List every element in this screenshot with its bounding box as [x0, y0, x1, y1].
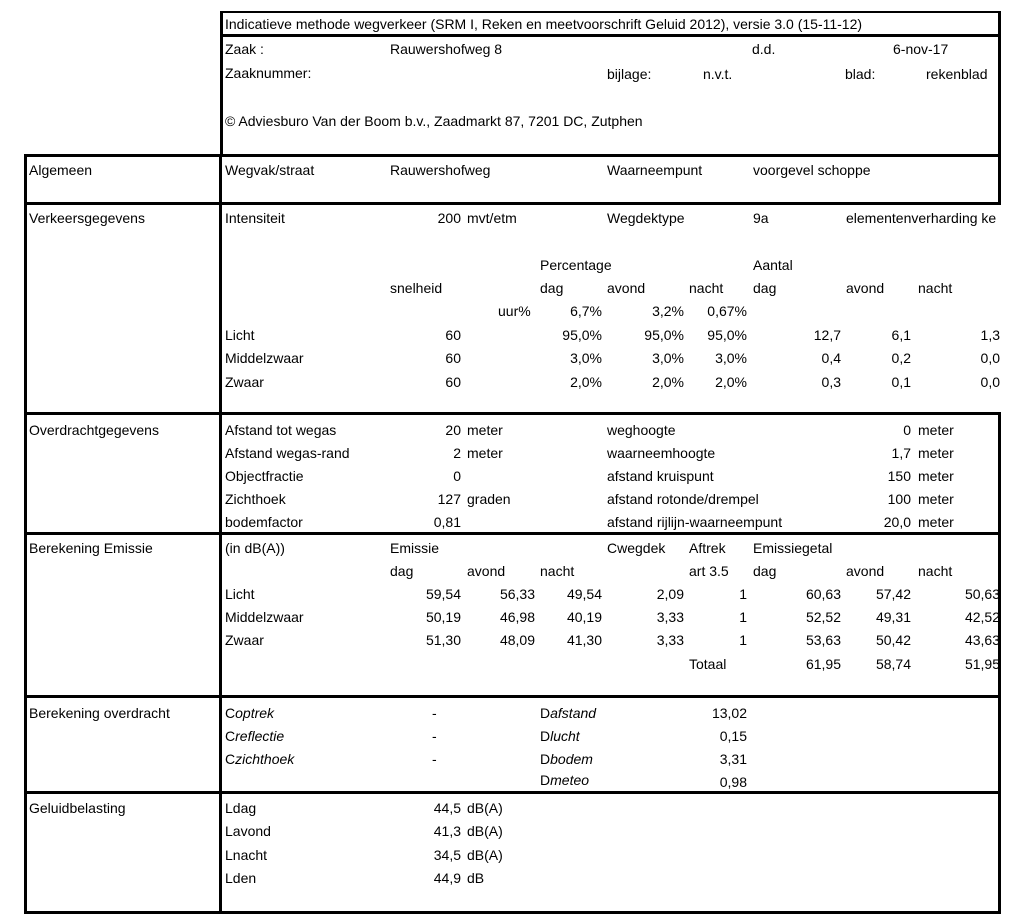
wegdektype-code: 9a — [753, 210, 769, 226]
wegdektype-description: elementenverharding ke — [846, 210, 997, 226]
emissie-unit-label: (in dB(A)) — [225, 540, 285, 556]
vehicle-category: Middelzwaar — [225, 350, 304, 366]
aantal-dag: 12,7 — [813, 327, 841, 343]
intensiteit-unit: mvt/etm — [467, 210, 517, 226]
waarneempunt-value: voorgevel schoppe — [753, 162, 871, 178]
percentage-dag-header: dag — [540, 280, 564, 296]
vehicle-category: Licht — [225, 586, 255, 602]
overdracht-value-2: 100 — [887, 491, 911, 507]
percentage-nacht-header: nacht — [689, 280, 724, 296]
section-berekening-overdracht: Berekening overdracht — [29, 705, 170, 721]
dd-value: 6-nov-17 — [893, 41, 949, 57]
geluid-unit: dB(A) — [467, 800, 503, 816]
d-prefix: D — [540, 751, 551, 767]
percentage-nacht: 3,0% — [715, 350, 747, 366]
d-subscript: afstand — [550, 705, 597, 721]
cwegdek-header: Cwegdek — [607, 540, 666, 556]
blad-value: rekenblad — [926, 66, 988, 82]
emissie-avond-header: avond — [467, 563, 506, 579]
overdracht-label-2: afstand kruispunt — [607, 468, 714, 484]
uur-percentage-avond: 3,2% — [652, 303, 684, 319]
copyright-text: © Adviesburo Van der Boom b.v., Zaadmarkt 87, 7201 DC, Zutphen — [225, 113, 643, 129]
percentage-dag: 95,0% — [562, 327, 602, 343]
geluid-label: Lavond — [225, 823, 271, 839]
emissie-header: Emissie — [390, 540, 440, 556]
percentage-nacht: 95,0% — [707, 327, 747, 343]
c-term-label — [225, 751, 294, 767]
overdracht-unit: meter — [467, 422, 503, 438]
percentage-nacht: 2,0% — [715, 374, 747, 390]
emissie-dag: 59,54 — [425, 586, 461, 602]
overdracht-unit: graden — [467, 491, 511, 507]
emissiegetal-nacht: 42,52 — [964, 609, 1000, 625]
percentage-header: Percentage — [540, 257, 612, 273]
overdracht-label: Afstand tot wegas — [225, 422, 337, 438]
c-subscript: optrek — [235, 705, 275, 721]
d-subscript: lucht — [550, 728, 580, 744]
snelheid-value: 60 — [445, 350, 461, 366]
overdracht-unit-2: meter — [918, 491, 954, 507]
geluid-value: 44,5 — [433, 800, 461, 816]
d-term-label — [540, 772, 589, 788]
emissie-dag: 50,19 — [425, 609, 461, 625]
aftrek-value: 1 — [739, 609, 747, 625]
emissie-dag-header: dag — [390, 563, 414, 579]
overdracht-label-2: waarneemhoogte — [607, 445, 716, 461]
emissie-nacht-header: nacht — [540, 563, 575, 579]
emissie-avond: 46,98 — [499, 609, 535, 625]
overdracht-label-2: afstand rijlijn-waarneempunt — [607, 514, 783, 530]
aftrek-value: 1 — [739, 586, 747, 602]
report-title: Indicatieve methode wegverkeer (SRM I, Reken en meetvoorschrift Geluid 2012), versie 3.0 (15-11-12) — [225, 16, 863, 32]
d-prefix: D — [540, 705, 551, 721]
emissiegetal-nacht: 43,63 — [964, 632, 1000, 648]
aantal-dag-header: dag — [753, 280, 777, 296]
uur-percentage-nacht: 0,67% — [707, 303, 747, 319]
geluid-value: 34,5 — [433, 847, 461, 863]
emissiegetal-avond-header: avond — [846, 563, 885, 579]
overdracht-value: 2 — [453, 445, 461, 461]
overdracht-value: 20 — [445, 422, 461, 438]
aantal-avond: 0,1 — [891, 374, 911, 390]
d-term-value: 0,98 — [719, 774, 747, 790]
emissiegetal-header: Emissiegetal — [753, 540, 833, 556]
overdracht-value-2: 150 — [887, 468, 911, 484]
cwegdek-value: 3,33 — [656, 609, 684, 625]
overdracht-label-2: afstand rotonde/drempel — [607, 491, 759, 507]
overdracht-value-2: 0 — [903, 422, 911, 438]
emissie-avond: 56,33 — [499, 586, 535, 602]
emissie-nacht: 41,30 — [566, 632, 602, 648]
totaal-label: Totaal — [689, 656, 727, 672]
emissiegetal-dag-header: dag — [753, 563, 777, 579]
aantal-nacht: 1,3 — [980, 327, 1000, 343]
emissie-avond: 48,09 — [499, 632, 535, 648]
section-verkeersgegevens: Verkeersgegevens — [29, 210, 145, 226]
overdracht-value-2: 1,7 — [891, 445, 911, 461]
emissie-dag: 51,30 — [425, 632, 461, 648]
intensiteit-value: 200 — [437, 210, 461, 226]
geluid-label: Ldag — [225, 800, 257, 816]
percentage-avond: 95,0% — [644, 327, 684, 343]
uur-percentage-label: uur% — [498, 303, 531, 319]
percentage-avond: 3,0% — [652, 350, 684, 366]
c-term-value: - — [432, 728, 437, 744]
overdracht-label: Zichthoek — [225, 491, 286, 507]
aantal-nacht-header: nacht — [918, 280, 953, 296]
d-subscript: bodem — [550, 751, 593, 767]
geluid-value: 44,9 — [433, 870, 461, 886]
wegvak-label: Wegvak/straat — [225, 162, 315, 178]
aantal-dag: 0,3 — [821, 374, 841, 390]
overdracht-label: bodemfactor — [225, 514, 303, 530]
d-term-label — [540, 728, 580, 744]
emissiegetal-nacht-header: nacht — [918, 563, 953, 579]
zaaknummer-label: Zaaknummer: — [225, 65, 312, 81]
c-prefix: C — [225, 728, 236, 744]
d-term-value: 0,15 — [719, 728, 747, 744]
geluid-label: Lden — [225, 870, 257, 886]
snelheid-value: 60 — [445, 327, 461, 343]
overdracht-unit: meter — [467, 445, 503, 461]
overdracht-unit-2: meter — [918, 468, 954, 484]
c-prefix: C — [225, 705, 236, 721]
aftrek-value: 1 — [739, 632, 747, 648]
emissiegetal-dag: 60,63 — [805, 586, 841, 602]
d-term-value: 13,02 — [711, 705, 747, 721]
aantal-avond: 0,2 — [891, 350, 911, 366]
overdracht-value: 127 — [437, 491, 461, 507]
snelheid-header: snelheid — [390, 280, 443, 296]
vehicle-category: Licht — [225, 327, 255, 343]
waarneempunt-label: Waarneempunt — [607, 162, 703, 178]
emissiegetal-avond: 57,42 — [875, 586, 911, 602]
d-term-label — [540, 705, 596, 721]
aantal-avond-header: avond — [846, 280, 885, 296]
c-subscript: reflectie — [235, 728, 285, 744]
geluid-label: Lnacht — [225, 847, 268, 863]
aantal-nacht: 0,0 — [980, 374, 1000, 390]
aantal-nacht: 0,0 — [980, 350, 1000, 366]
geluid-unit: dB(A) — [467, 847, 503, 863]
bijlage-value: n.v.t. — [703, 66, 733, 82]
c-prefix: C — [225, 751, 236, 767]
aantal-dag: 0,4 — [821, 350, 841, 366]
c-term-label — [225, 705, 274, 721]
geluid-unit: dB(A) — [467, 823, 503, 839]
d-prefix: D — [540, 728, 551, 744]
overdracht-label-2: weghoogte — [607, 422, 676, 438]
wegvak-value: Rauwershofweg — [390, 162, 491, 178]
aantal-header: Aantal — [753, 257, 793, 273]
totaal-nacht: 51,95 — [964, 656, 1000, 672]
section-geluidbelasting: Geluidbelasting — [29, 800, 126, 816]
percentage-dag: 2,0% — [570, 374, 602, 390]
geluid-value: 41,3 — [433, 823, 461, 839]
overdracht-unit-2: meter — [918, 514, 954, 530]
blad-label: blad: — [845, 66, 876, 82]
section-algemeen: Algemeen — [29, 162, 93, 178]
emissie-nacht: 40,19 — [566, 609, 602, 625]
totaal-avond: 58,74 — [875, 656, 911, 672]
c-term-value: - — [432, 705, 437, 721]
dd-label: d.d. — [752, 41, 776, 57]
percentage-avond-header: avond — [607, 280, 646, 296]
wegdektype-label: Wegdektype — [607, 210, 685, 226]
zaak-label: Zaak : — [225, 41, 264, 57]
emissiegetal-dag: 52,52 — [805, 609, 841, 625]
emissiegetal-avond: 50,42 — [875, 632, 911, 648]
overdracht-label: Objectfractie — [225, 468, 304, 484]
aftrek-header: Aftrek — [689, 540, 726, 556]
d-prefix: D — [540, 772, 551, 788]
snelheid-value: 60 — [445, 374, 461, 390]
d-term-label — [540, 751, 593, 767]
emissie-nacht: 49,54 — [566, 586, 602, 602]
c-subscript: zichthoek — [235, 751, 295, 767]
emissiegetal-dag: 53,63 — [805, 632, 841, 648]
vehicle-category: Zwaar — [225, 374, 264, 390]
art-header: art 3.5 — [689, 563, 729, 579]
d-term-value: 3,31 — [719, 751, 747, 767]
overdracht-unit-2: meter — [918, 445, 954, 461]
d-subscript: meteo — [550, 772, 590, 788]
cwegdek-value: 2,09 — [656, 586, 684, 602]
c-term-value: - — [432, 751, 437, 767]
totaal-dag: 61,95 — [805, 656, 841, 672]
overdracht-unit-2: meter — [918, 422, 954, 438]
emissiegetal-avond: 49,31 — [875, 609, 911, 625]
overdracht-value: 0,81 — [433, 514, 461, 530]
intensiteit-label: Intensiteit — [225, 210, 285, 226]
overdracht-label: Afstand wegas-rand — [225, 445, 350, 461]
vehicle-category: Middelzwaar — [225, 609, 304, 625]
uur-percentage-dag: 6,7% — [570, 303, 602, 319]
vehicle-category: Zwaar — [225, 632, 264, 648]
section-overdrachtgegevens: Overdrachtgegevens — [29, 422, 159, 438]
geluid-unit: dB — [467, 870, 485, 886]
zaak-value: Rauwershofweg 8 — [390, 41, 503, 57]
overdracht-value-2: 20,0 — [883, 514, 911, 530]
section-berekening-emissie: Berekening Emissie — [29, 540, 153, 556]
c-term-label — [225, 728, 284, 744]
aantal-avond: 6,1 — [891, 327, 911, 343]
cwegdek-value: 3,33 — [656, 632, 684, 648]
percentage-dag: 3,0% — [570, 350, 602, 366]
bijlage-label: bijlage: — [607, 66, 652, 82]
overdracht-value: 0 — [453, 468, 461, 484]
percentage-avond: 2,0% — [652, 374, 684, 390]
emissiegetal-nacht: 50,63 — [964, 586, 1000, 602]
